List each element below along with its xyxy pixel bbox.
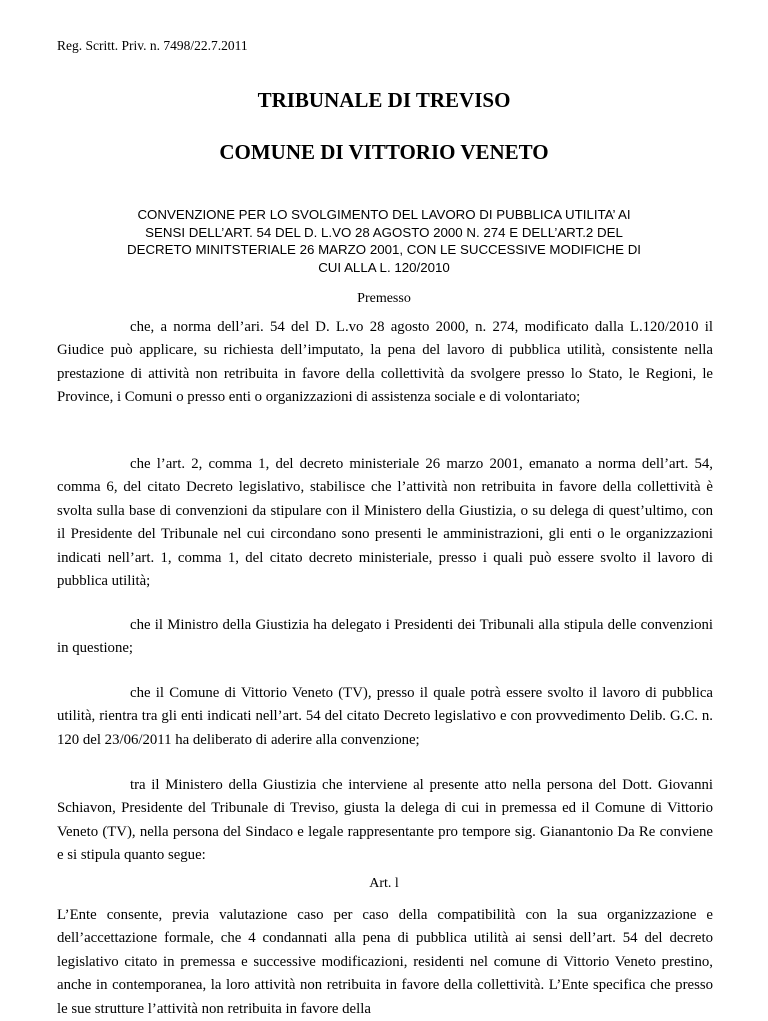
premesso-heading: Premesso — [357, 291, 411, 306]
paragraph-4 — [57, 682, 713, 752]
article-text: L’Ente consente, previa valutazione caso per caso della compatibilità con la sua organizzazione e dell’accettazione formale, che 4 condannati alla pena di pubblica utilità ai sensi dell’art. 54 del decreto legislativo citato in premessa e successive modificazioni, residenti nel comune di Vittorio Veneto prestino, anche in contemporanea, la loro attività non retribuita in favore della collettività. L’Ente specifica che presso le sue strutture l’attività non retribuita in favore della — [57, 907, 713, 1017]
article-heading: Art. l — [369, 876, 399, 891]
paragraph-2-text: che l’art. 2, comma 1, del decreto ministeriale 26 marzo 2001, emanato a norma dell’art. 54, comma 6, del citato Decreto legislativo, stabilisce che l’attività non retribuita in favore della collettività è svolta sulla base di convenzioni da stipulare con il Ministero della Giustizia, o su delega di quest’ultimo, con il Presidente del Tribunale nel cui circondano sono presenti le amministrazioni, gli enti o le organizzazioni indicati nell’art. 1, comma 1, del citato decreto ministeriale, presso i quali può essere svolto il lavoro di pubblica utilità; — [57, 456, 713, 590]
paragraph-2 — [57, 453, 713, 593]
paragraph-1-text: che, a norma dell’ari. 54 del D. L.vo 28 agosto 2000, n. 274, modificato dalla L.120/2010 il Giudice può applicare, su richiesta dell’imputato, la pena del lavoro di pubblica utilità, consistente nella prestazione di attività non retribuita in favore della collettività da svolgere presso lo Stato, le Regioni, le Province, i Comuni o presso enti o organizzazioni di assistenza sociale e di volontariato; — [57, 319, 713, 406]
paragraph-3 — [57, 614, 713, 661]
paragraph-5 — [57, 774, 713, 868]
paragraph-4-text: che il Comune di Vittorio Veneto (TV), presso il quale potrà essere svolto il lavoro di pubblica utilità, rientra tra gli enti indicati nell’art. 54 del citato Decreto legislativo e con provvedimento Delib. G.C. n. 120 del 23/06/2011 ha deliberato di aderire alla convenzione; — [57, 685, 713, 748]
paragraph-3-text: che il Ministro della Giustizia ha delegato i Presidenti dei Tribunali alla stipula delle convenzioni in questione; — [57, 617, 713, 657]
header-note: Reg. Scritt. Priv. n. 7498/22.7.2011 — [57, 38, 248, 53]
convention-subject: CONVENZIONE PER LO SVOLGIMENTO DEL LAVORO DI PUBBLICA UTILITA’ AI SENSI DELL’ART. 54 DEL D. L.VO 28 AGOSTO 2000 N. 274 E DELL’ART.2 DEL DECRETO MINITSTERIALE 26 MARZO 2001, CON LE SUCCESSIVE MODIFICHE DI CUI ALLA L. 120/2010 — [126, 207, 641, 275]
paragraph-1 — [57, 316, 713, 410]
title-tribunale: TRIBUNALE DI TREVISO — [257, 88, 511, 112]
title-comune: COMUNE DI VITTORIO VENETO — [219, 140, 549, 164]
paragraph-5-text: tra il Ministero della Giustizia che interviene al presente atto nella persona del Dott. Giovanni Schiavon, Presidente del Tribunale di Treviso, giusta la delega di cui in premessa ed il Comune di Vittorio Veneto (TV), nella persona del Sindaco e legale rappresentante pro tempore sig. Gianantonio Da Re conviene e si stipula quanto segue: — [57, 777, 713, 864]
